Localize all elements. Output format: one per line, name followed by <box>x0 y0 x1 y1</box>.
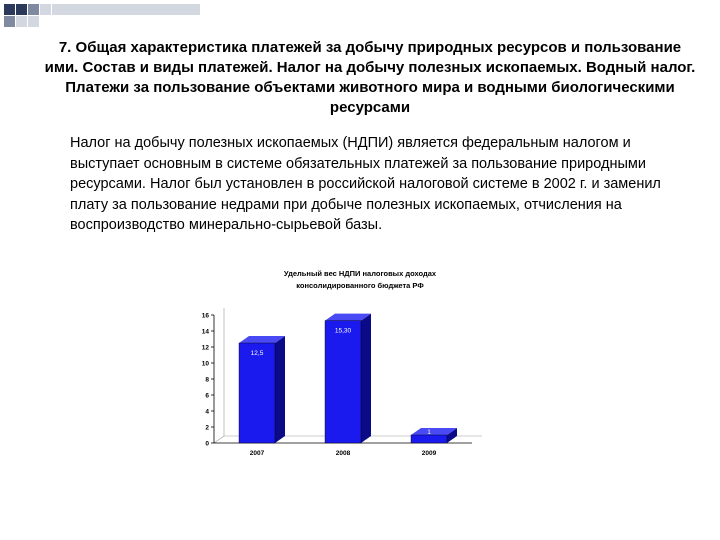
deco-square-4 <box>28 4 39 15</box>
y-tick-label: 8 <box>205 376 209 384</box>
x-tick-label: 2009 <box>421 450 437 457</box>
chart-title-line-1: Удельный вес НДПИ налоговых доходах <box>283 269 437 278</box>
chart-title-line-2: консолидированного бюджета РФ <box>296 281 424 290</box>
data-label: 1 <box>427 429 431 436</box>
corner-decoration <box>0 0 200 40</box>
y-tick-label: 10 <box>201 360 209 368</box>
deco-bar <box>52 4 200 15</box>
deco-square-0 <box>4 4 15 15</box>
x-tick-label: 2008 <box>335 450 351 457</box>
y-tick-label: 4 <box>205 408 209 416</box>
bar-2009 <box>411 435 447 443</box>
y-tick-label: 16 <box>201 312 209 320</box>
chart-depth-edge <box>214 436 224 443</box>
y-tick-label: 14 <box>201 328 209 336</box>
data-label: 12,5 <box>250 350 264 357</box>
bar-2007-side <box>275 336 285 443</box>
bar-2007 <box>239 343 275 443</box>
deco-square-3 <box>16 16 27 27</box>
plot-area <box>202 308 482 457</box>
deco-square-6 <box>40 4 51 15</box>
slide-body-text: Налог на добычу полезных ископаемых (НДПИ) является федеральным налогом и выступает основным в системе обязательных платежей за пользование природными ресурсами. Налог был установлен в российской налоговой системе в 2002 г. и заменил плату за пользование недрами при добыче полезных ископаемых, отчисления на воспроизводство минерально-сырьевой базы. <box>70 135 661 233</box>
data-label: 15,30 <box>334 327 352 335</box>
y-tick-label: 12 <box>201 344 209 352</box>
y-tick-label: 0 <box>205 440 209 448</box>
deco-square-2 <box>4 16 15 27</box>
deco-square-5 <box>28 16 39 27</box>
bar-2008-side <box>361 314 371 443</box>
bar-chart <box>200 262 500 462</box>
deco-square-1 <box>16 4 27 15</box>
x-tick-label: 2007 <box>249 450 265 457</box>
bar-2008 <box>325 321 361 443</box>
slide-title: 7. Общая характеристика платежей за добычу природных ресурсов и пользование ими. Состав и виды платежей. Налог на добычу полезных ископаемых. Водный налог. Платежи за пользование объектами животного мира и водными биологическими ресурсами <box>44 39 696 116</box>
y-tick-label: 2 <box>205 424 209 432</box>
y-tick-label: 6 <box>205 392 209 400</box>
